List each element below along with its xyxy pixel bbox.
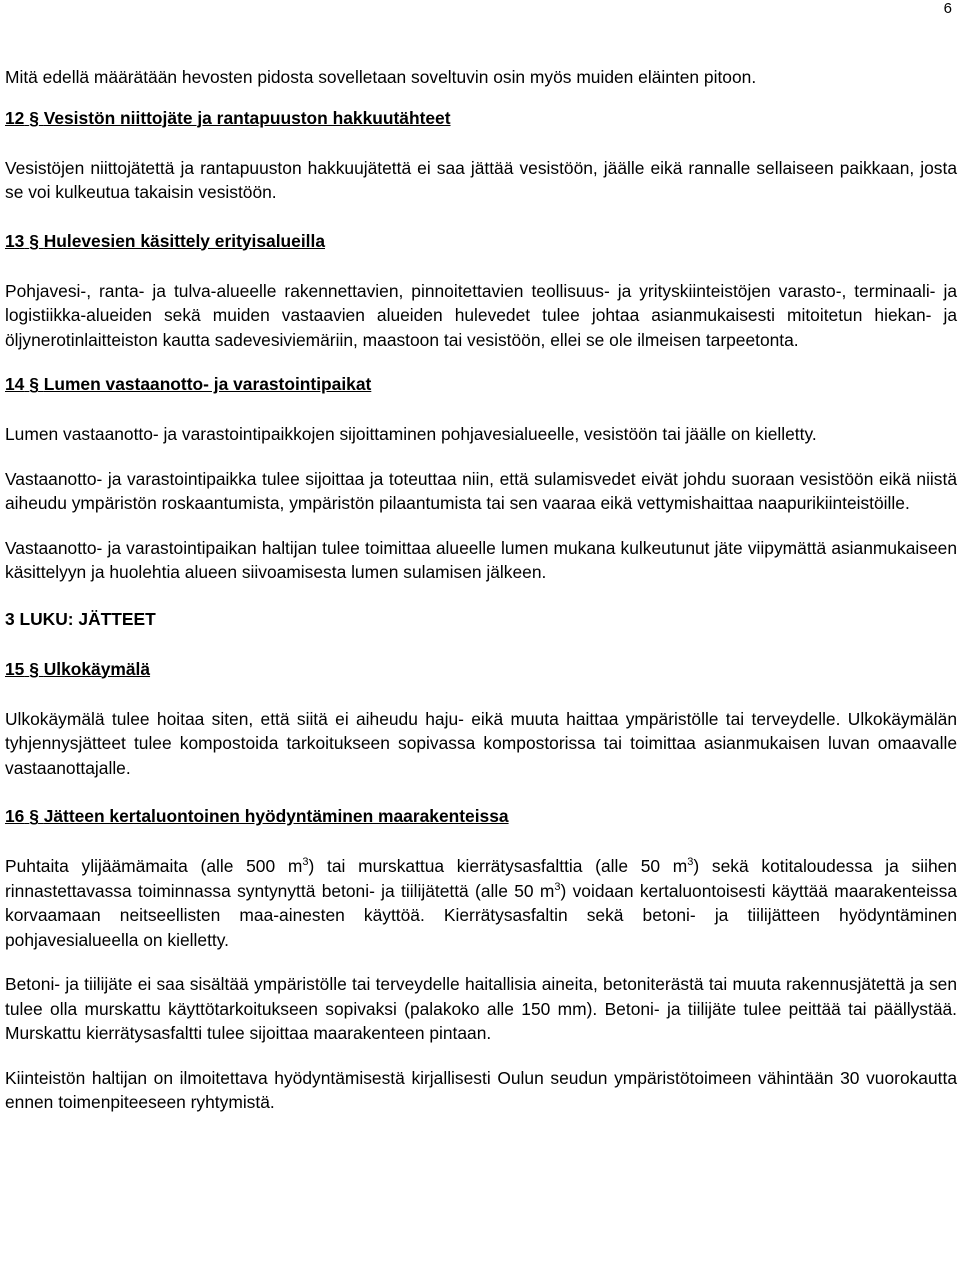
text-run: ) voidaan kertaluontoisesti käyttää maarakenteissa korvaamaan neitseellisten maa-ainesten käyttöä. Kierrätysasfaltin sekä betoni- ja tiilijätteen hyödyntäminen pohjavesialueella on kielletty.	[5, 880, 957, 950]
section-symbol: §	[29, 806, 39, 826]
section-title: Jätteen kertaluontoinen hyödyntäminen maarakenteissa	[43, 806, 509, 826]
intro-paragraph: Mitä edellä määrätään hevosten pidosta sovelletaan soveltuvin osin myös muiden eläinten pitoon.	[5, 67, 757, 87]
superscript: 3	[302, 856, 309, 869]
section-number: 13	[5, 230, 25, 251]
document-body	[5, 65, 957, 1115]
section-title: Vesistön niittojäte ja rantapuuston hakkuutähteet	[43, 107, 451, 128]
section-14-heading	[5, 372, 957, 396]
section-16-paragraph-3: Kiinteistön haltijan on ilmoitettava hyödyntämisestä kirjallisesti Oulun seudun ympäristötoimeen vähintään 30 vuorokautta ennen toimenpiteeseen ryhtymistä.	[5, 1067, 957, 1112]
section-12-heading	[5, 106, 957, 130]
text-run: ) sekä kotitaloudessa ja siihen rinnastettavassa toiminnassa syntynyttä betoni- ja tiilijätettä (alle 50 m	[5, 856, 957, 901]
section-title: Ulkokäymälä	[43, 658, 151, 679]
section-13-paragraph: Pohjavesi-, ranta- ja tulva-alueelle rakennettavien, pinnoitettavien teollisuus- ja yrityskiinteistöjen varasto-, terminaali- ja logistiikka-alueiden sekä muiden vastaavien alueiden hulevedet tulee johtaa asianmukaisesti mitoitetun hiekan- ja öljynerotinlaitteiston kautta sadevesiviemäriin, maastoon tai vesistöön, ellei se ole ilmeisen tarpeetonta.	[5, 280, 957, 350]
section-number: 15	[5, 658, 25, 679]
section-number: 12	[5, 107, 25, 128]
section-symbol: §	[29, 107, 39, 128]
section-title: Lumen vastaanotto- ja varastointipaikat	[43, 374, 372, 394]
section-symbol: §	[29, 230, 39, 251]
text-run: ) tai murskattua kierrätysasfalttia (alle 50 m	[308, 856, 688, 876]
section-number: 16	[5, 806, 25, 826]
chapter-heading: 3 LUKU: JÄTTEET	[5, 608, 156, 629]
section-12-paragraph: Vesistöjen niittojätettä ja rantapuuston hakkuujätettä ei saa jättää vesistöön, jäälle eikä rannalle sellaiseen paikkaan, josta se voi kulkeutua takaisin vesistöön.	[5, 157, 957, 202]
section-15-paragraph: Ulkokäymälä tulee hoitaa siten, että siitä ei aiheudu haju- eikä muuta haittaa ympäristölle tai terveydelle. Ulkokäymälän tyhjennysjätteet tulee kompostoida tarkoitukseen sopivassa kompostorissa tai toimittaa asianmukaisen luvan omaavalle vastaanottajalle.	[5, 708, 957, 778]
section-number: 14	[5, 374, 25, 394]
section-16-heading	[5, 804, 957, 828]
section-title: Hulevesien käsittely erityisalueilla	[43, 230, 326, 251]
superscript: 3	[554, 880, 561, 893]
section-symbol: §	[29, 658, 39, 679]
section-16-paragraph-1	[5, 854, 957, 952]
section-14-paragraph-3: Vastaanotto- ja varastointipaikan haltijan tulee toimittaa alueelle lumen mukana kulkeutunut jäte viipymättä asianmukaiseen käsittelyyn ja huolehtia alueen siivoamisesta lumen sulamisen jälkeen.	[5, 537, 957, 582]
section-14-paragraph-2: Vastaanotto- ja varastointipaikka tulee sijoittaa ja toteuttaa niin, että sulamisvedet eivät johdu suoraan vesistöön eikä niistä aiheudu ympäristön roskaantumista, ympäristön pilaantumista tai sen vaaraa eikä vettymishaittaa naapurikiinteistöille.	[5, 468, 957, 513]
section-14-paragraph-1: Lumen vastaanotto- ja varastointipaikkojen sijoittaminen pohjavesialueelle, vesistöön tai jäälle on kielletty.	[5, 424, 817, 444]
section-symbol: §	[29, 374, 39, 394]
section-16-paragraph-2: Betoni- ja tiilijäte ei saa sisältää ympäristölle tai terveydelle haitallisia aineita, betoniterästä tai muuta rakennusjätettä ja sen tulee olla murskattu käyttötarkoitukseen sopivaksi (palakoko alle 150 mm). Betoni- ja tiilijäte tulee peittää tai päällystää. Murskattu kierrätysasfaltti tulee sijoittaa maarakenteen pintaan.	[5, 974, 957, 1043]
section-15-heading	[5, 657, 957, 681]
page-number: 6	[943, 0, 952, 17]
superscript: 3	[687, 856, 694, 869]
section-13-heading	[5, 229, 957, 253]
text-run: Puhtaita ylijäämämaita (alle 500 m	[5, 856, 303, 876]
